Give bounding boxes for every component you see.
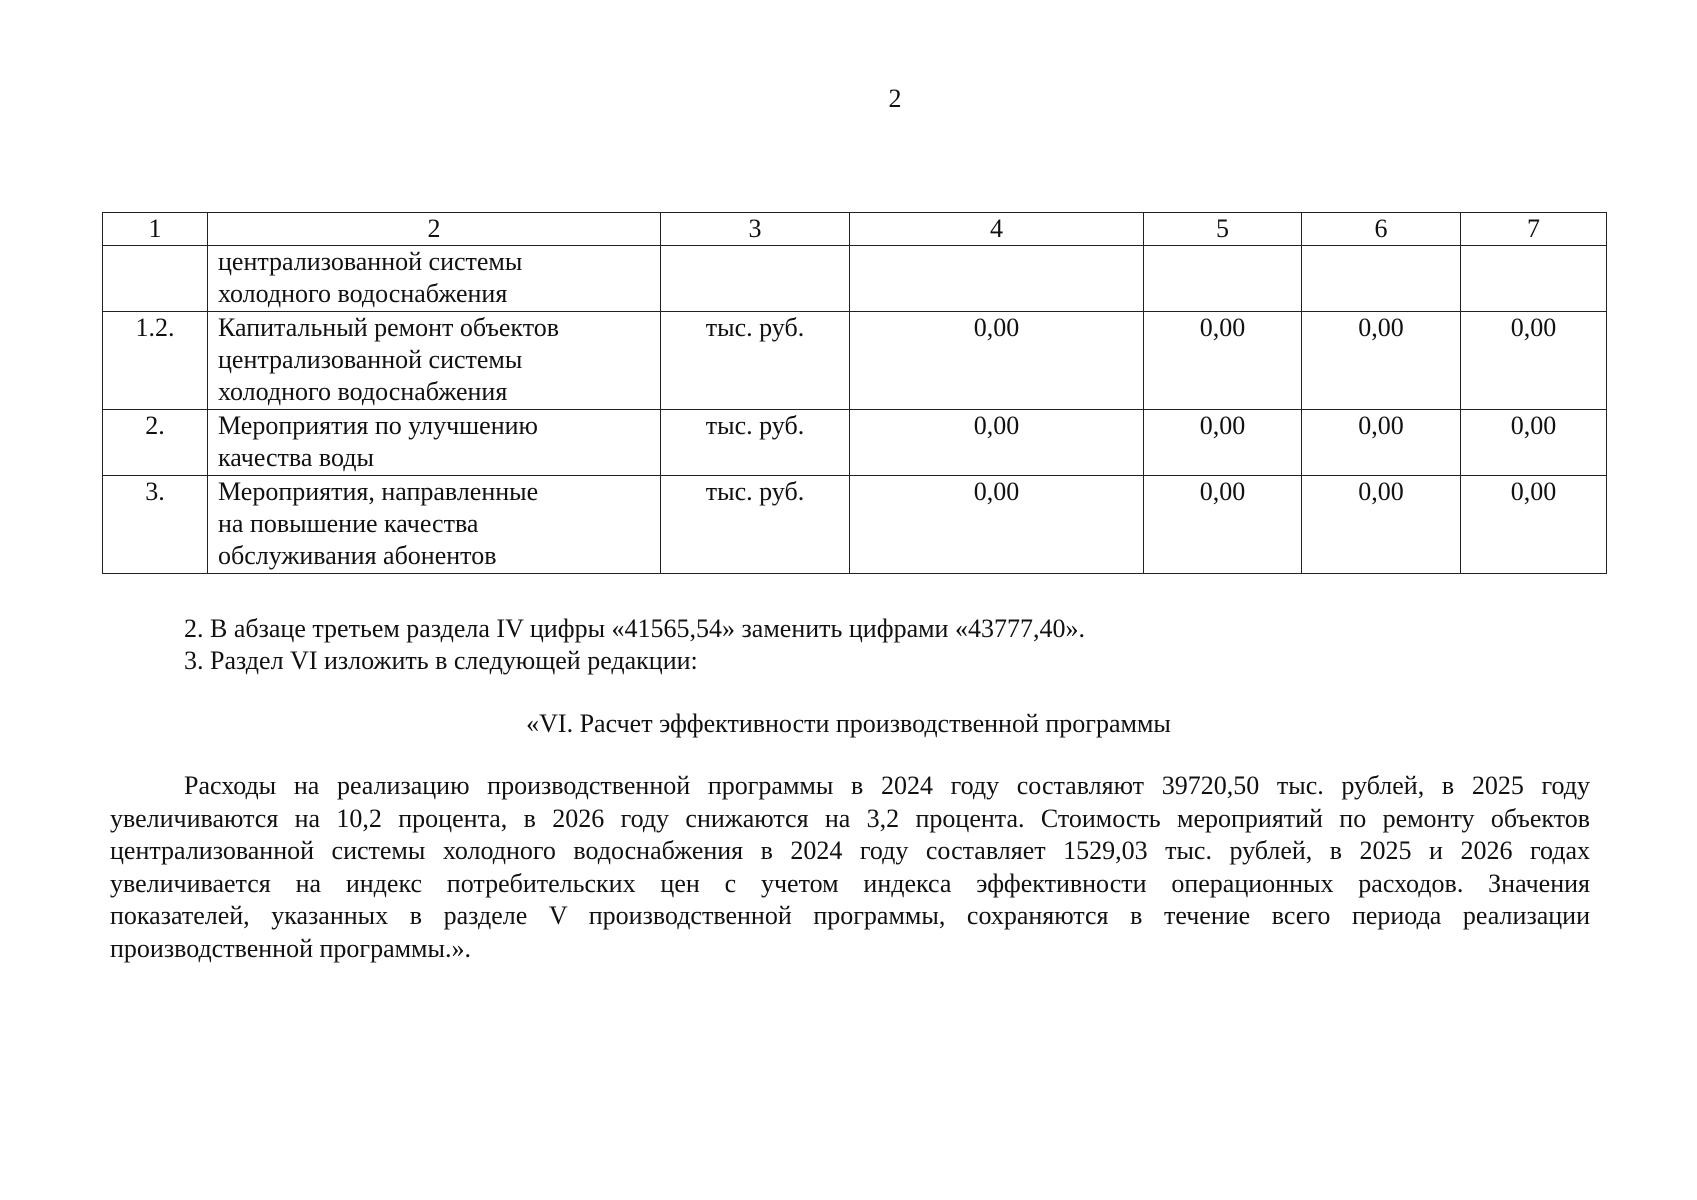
unit-cell: тыс. руб. <box>661 312 850 410</box>
value-cell <box>1144 246 1302 312</box>
value-cell: 0,00 <box>1461 410 1607 476</box>
table-row <box>103 410 1607 476</box>
row-description-cell <box>208 312 661 410</box>
value-cell: 0,00 <box>1302 476 1461 574</box>
value-cell: 0,00 <box>1461 476 1607 574</box>
description-line: обслуживания абонентов <box>218 541 497 570</box>
value-cell: 0,00 <box>850 476 1144 574</box>
body-line: централизованной системы холодного водоснабжения в 2024 году составляет 1529,03 тыс. рублей, в 2025 и 2026 годах <box>110 836 1590 865</box>
value-cell: 0,00 <box>1302 312 1461 410</box>
row-description-cell <box>208 476 661 574</box>
value-cell <box>1461 246 1607 312</box>
table-header-row <box>103 213 1607 246</box>
table-row <box>103 246 1607 312</box>
row-number-cell <box>103 246 208 312</box>
description-line: качества воды <box>218 443 374 472</box>
description-line: централизованной системы <box>218 345 523 374</box>
value-cell: 0,00 <box>1302 410 1461 476</box>
amendment-item-3: 3. Раздел VI изложить в следующей редакции: <box>184 646 698 675</box>
value-cell: 0,00 <box>1144 476 1302 574</box>
row-number-cell: 1.2. <box>103 312 208 410</box>
section-heading: «VI. Расчет эффективности производственной программы <box>526 709 1171 738</box>
description-line: Мероприятия, направленные <box>218 477 539 506</box>
body-line: увеличиваются на 10,2 процента, в 2026 году снижаются на 3,2 процента. Стоимость мероприятий по ремонту объектов <box>110 803 1590 833</box>
body-paragraph <box>110 770 1590 965</box>
value-cell: 0,00 <box>850 312 1144 410</box>
value-cell: 0,00 <box>1144 312 1302 410</box>
table-row <box>103 312 1607 410</box>
column-number-cell: 4 <box>850 213 1144 246</box>
value-cell: 0,00 <box>1461 312 1607 410</box>
column-number-cell: 7 <box>1461 213 1607 246</box>
unit-cell: тыс. руб. <box>661 410 850 476</box>
description-line: холодного водоснабжения <box>218 279 508 308</box>
body-line: увеличивается на индекс потребительских цен с учетом индекса эффективности операционных расходов. Значения <box>110 868 1590 898</box>
column-number-cell: 5 <box>1144 213 1302 246</box>
column-number-cell: 3 <box>661 213 850 246</box>
column-number-cell: 1 <box>103 213 208 246</box>
unit-cell <box>661 246 850 312</box>
page-number: 2 <box>888 84 902 113</box>
value-cell <box>850 246 1144 312</box>
table-row <box>103 476 1607 574</box>
body-line: показателей, указанных в разделе V производственной программы, сохраняются в течение всего периода реализации <box>110 901 1590 930</box>
row-description-cell <box>208 410 661 476</box>
value-cell: 0,00 <box>1144 410 1302 476</box>
description-line: централизованной системы <box>218 247 523 276</box>
row-description-cell <box>208 246 661 312</box>
value-cell <box>1302 246 1461 312</box>
program-table <box>102 212 1607 574</box>
column-number-cell: 2 <box>208 213 661 246</box>
column-number-cell: 6 <box>1302 213 1461 246</box>
row-number-cell: 2. <box>103 410 208 476</box>
body-line: производственной программы.». <box>110 933 471 963</box>
row-number-cell: 3. <box>103 476 208 574</box>
body-line: Расходы на реализацию производственной программы в 2024 году составляют 39720,50 тыс. рублей, в 2025 году <box>184 771 1590 800</box>
description-line: Капитальный ремонт объектов <box>218 313 560 342</box>
unit-cell: тыс. руб. <box>661 476 850 574</box>
description-line: Мероприятия по улучшению <box>218 411 538 440</box>
description-line: холодного водоснабжения <box>218 377 508 406</box>
description-line: на повышение качества <box>218 509 479 538</box>
amendment-item-2: 2. В абзаце третьем раздела IV цифры «41565,54» заменить цифрами «43777,40». <box>184 614 1085 643</box>
value-cell: 0,00 <box>850 410 1144 476</box>
